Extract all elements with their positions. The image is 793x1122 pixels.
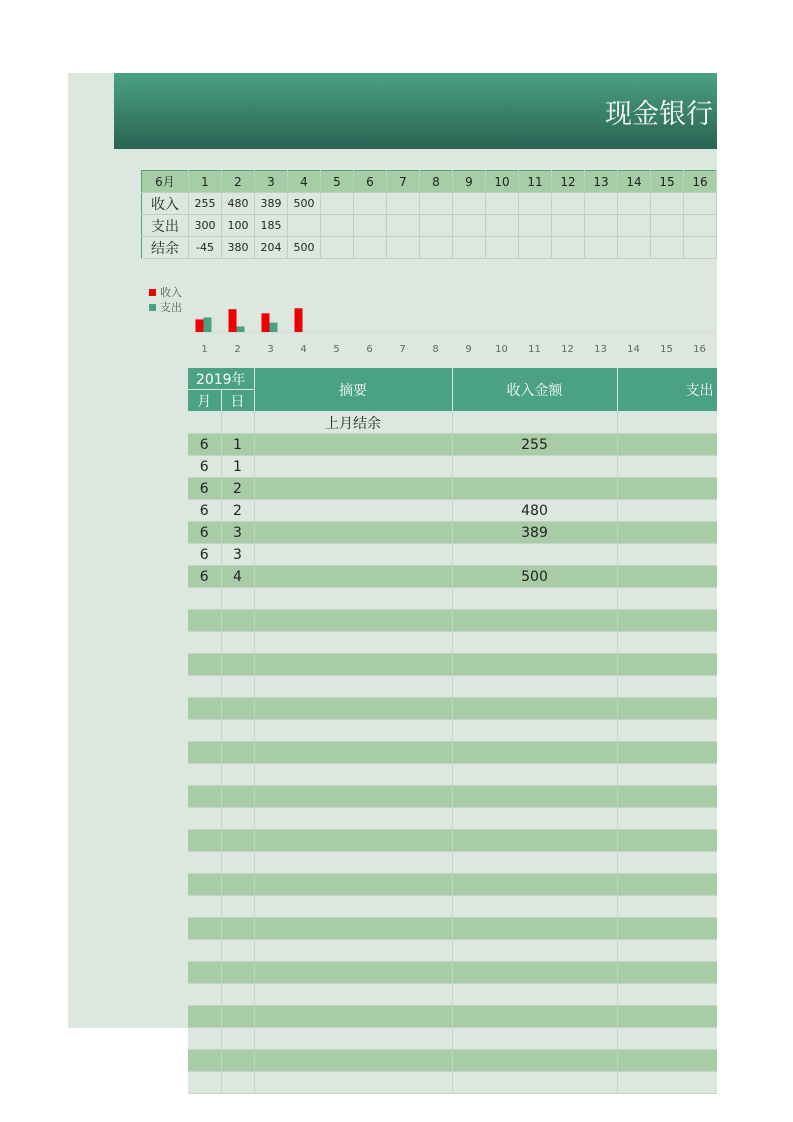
summary-cell[interactable] xyxy=(651,237,684,259)
x-tick-label: 10 xyxy=(495,344,508,355)
ledger-month-cell[interactable] xyxy=(188,962,221,984)
x-tick-label: 1 xyxy=(201,344,208,355)
x-tick-label: 5 xyxy=(333,344,340,355)
ledger-income-cell[interactable] xyxy=(452,1028,617,1050)
bar-income xyxy=(295,308,303,332)
ledger-summary-cell[interactable] xyxy=(254,676,452,698)
summary-day-header: 14 xyxy=(618,171,651,193)
bar-income xyxy=(262,313,270,332)
ledger-month-cell[interactable] xyxy=(188,588,221,610)
summary-day-header: 5 xyxy=(321,171,354,193)
ledger-income-cell[interactable] xyxy=(452,940,617,962)
ledger-day-cell[interactable] xyxy=(221,808,254,830)
month-column-header: 月 xyxy=(188,390,221,412)
summary-cell[interactable] xyxy=(486,215,519,237)
ledger-row xyxy=(188,962,782,984)
summary-cell[interactable] xyxy=(618,193,651,215)
legend-label: 支出 xyxy=(160,301,182,314)
summary-cell[interactable] xyxy=(387,237,420,259)
x-tick-label: 6 xyxy=(366,344,373,355)
x-tick-label: 8 xyxy=(432,344,439,355)
ledger-day-cell[interactable] xyxy=(221,830,254,852)
ledger-month-cell[interactable] xyxy=(188,632,221,654)
ledger-row xyxy=(188,830,782,852)
ledger-row xyxy=(188,654,782,676)
ledger-row xyxy=(188,478,782,500)
ledger-day-cell[interactable] xyxy=(221,786,254,808)
year-header: 2019年 xyxy=(188,368,254,390)
ledger-day-cell[interactable]: 3 xyxy=(221,522,254,544)
ledger-row xyxy=(188,456,782,478)
ledger-row xyxy=(188,1072,782,1094)
ledger-row xyxy=(188,764,782,786)
ledger-day-cell[interactable]: 4 xyxy=(221,566,254,588)
x-tick-label: 13 xyxy=(594,344,607,355)
ledger-month-cell[interactable]: 6 xyxy=(188,456,221,478)
ledger-row xyxy=(188,566,782,588)
ledger-income-cell[interactable] xyxy=(452,632,617,654)
ledger-table xyxy=(188,368,783,1094)
ledger-income-cell[interactable] xyxy=(452,478,617,500)
summary-cell[interactable] xyxy=(585,215,618,237)
summary-cell[interactable] xyxy=(651,215,684,237)
summary-cell[interactable] xyxy=(519,215,552,237)
ledger-income-cell[interactable] xyxy=(452,1072,617,1094)
ledger-month-cell[interactable] xyxy=(188,742,221,764)
ledger-income-cell[interactable]: 389 xyxy=(452,522,617,544)
summary-day-header: 13 xyxy=(585,171,618,193)
summary-day-header: 3 xyxy=(255,171,288,193)
ledger-day-cell[interactable] xyxy=(221,654,254,676)
summary-day-header: 2 xyxy=(222,171,255,193)
ledger-day-cell[interactable] xyxy=(221,1050,254,1072)
ledger-day-cell[interactable] xyxy=(221,676,254,698)
summary-cell[interactable] xyxy=(552,215,585,237)
ledger-day-cell[interactable] xyxy=(221,632,254,654)
ledger-day-cell[interactable]: 2 xyxy=(221,500,254,522)
summary-cell[interactable]: 480 xyxy=(222,193,255,215)
ledger-income-cell[interactable] xyxy=(452,896,617,918)
ledger-summary-cell[interactable] xyxy=(254,566,452,588)
bar-income xyxy=(196,319,204,332)
summary-cell[interactable] xyxy=(321,215,354,237)
ledger-month-cell[interactable] xyxy=(188,852,221,874)
legend-label: 收入 xyxy=(160,286,182,299)
ledger-month-cell[interactable] xyxy=(188,1028,221,1050)
summary-day-header: 12 xyxy=(552,171,585,193)
summary-cell[interactable] xyxy=(420,237,453,259)
ledger-income-cell[interactable] xyxy=(452,588,617,610)
ledger-month-cell[interactable]: 6 xyxy=(188,522,221,544)
ledger-income-cell[interactable] xyxy=(452,764,617,786)
summary-cell[interactable]: 100 xyxy=(222,215,255,237)
x-tick-label: 12 xyxy=(561,344,574,355)
x-tick-label: 14 xyxy=(627,344,640,355)
summary-cell[interactable] xyxy=(453,193,486,215)
summary-cell[interactable] xyxy=(651,193,684,215)
ledger-income-cell[interactable] xyxy=(452,874,617,896)
summary-cell[interactable]: 380 xyxy=(222,237,255,259)
ledger-row xyxy=(188,874,782,896)
summary-cell[interactable] xyxy=(486,193,519,215)
summary-day-header: 9 xyxy=(453,171,486,193)
legend-swatch xyxy=(149,289,156,296)
ledger-day-cell[interactable]: 1 xyxy=(221,434,254,456)
ledger-month-cell[interactable]: 6 xyxy=(188,544,221,566)
ledger-summary-cell[interactable] xyxy=(254,830,452,852)
ledger-month-cell[interactable] xyxy=(188,940,221,962)
summary-cell[interactable]: 500 xyxy=(288,237,321,259)
ledger-summary-cell[interactable] xyxy=(254,434,452,456)
ledger-summary-cell[interactable] xyxy=(254,1072,452,1094)
summary-cell[interactable] xyxy=(552,237,585,259)
ledger-day-cell[interactable] xyxy=(221,742,254,764)
summary-row-label: 结余 xyxy=(142,237,189,259)
summary-cell[interactable] xyxy=(354,237,387,259)
ledger-summary-cell[interactable] xyxy=(254,522,452,544)
summary-day-header: 11 xyxy=(519,171,552,193)
ledger-row xyxy=(188,1050,782,1072)
income-expense-chart xyxy=(141,282,721,362)
summary-cell[interactable] xyxy=(354,215,387,237)
ledger-month-cell[interactable] xyxy=(188,764,221,786)
ledger-row xyxy=(188,522,782,544)
summary-column-header: 摘要 xyxy=(254,368,452,412)
ledger-income-cell[interactable] xyxy=(452,962,617,984)
ledger-row xyxy=(188,412,782,434)
ledger-day-cell[interactable] xyxy=(221,940,254,962)
ledger-month-cell[interactable] xyxy=(188,1072,221,1094)
ledger-month-cell[interactable] xyxy=(188,654,221,676)
title-banner xyxy=(114,73,717,149)
summary-row xyxy=(142,215,717,237)
x-tick-label: 15 xyxy=(660,344,673,355)
ledger-summary-cell[interactable] xyxy=(254,874,452,896)
summary-cell[interactable] xyxy=(321,193,354,215)
summary-day-header: 1 xyxy=(189,171,222,193)
ledger-income-cell[interactable] xyxy=(452,984,617,1006)
ledger-income-cell[interactable] xyxy=(452,918,617,940)
summary-cell[interactable]: 500 xyxy=(288,193,321,215)
ledger-row xyxy=(188,434,782,456)
ledger-row xyxy=(188,984,782,1006)
ledger-summary-cell[interactable] xyxy=(254,918,452,940)
ledger-month-cell[interactable] xyxy=(188,412,221,434)
ledger-day-cell[interactable] xyxy=(221,1006,254,1028)
summary-day-header: 10 xyxy=(486,171,519,193)
summary-cell[interactable] xyxy=(354,193,387,215)
ledger-row xyxy=(188,918,782,940)
ledger-row xyxy=(188,940,782,962)
ledger-month-cell[interactable] xyxy=(188,896,221,918)
summary-cell[interactable]: 255 xyxy=(189,193,222,215)
ledger-summary-cell[interactable] xyxy=(254,544,452,566)
x-tick-label: 16 xyxy=(693,344,706,355)
ledger-income-cell[interactable] xyxy=(452,1006,617,1028)
ledger-income-cell[interactable]: 255 xyxy=(452,434,617,456)
summary-cell[interactable] xyxy=(618,237,651,259)
ledger-month-cell[interactable] xyxy=(188,720,221,742)
page-margin xyxy=(717,0,793,1122)
summary-row xyxy=(142,237,717,259)
summary-cell[interactable] xyxy=(486,237,519,259)
ledger-day-cell[interactable] xyxy=(221,896,254,918)
ledger-row xyxy=(188,588,782,610)
summary-cell[interactable] xyxy=(684,237,717,259)
ledger-income-cell[interactable] xyxy=(452,544,617,566)
ledger-month-cell[interactable] xyxy=(188,786,221,808)
ledger-income-cell[interactable] xyxy=(452,654,617,676)
ledger-month-cell[interactable] xyxy=(188,918,221,940)
ledger-month-cell[interactable] xyxy=(188,984,221,1006)
ledger-summary-cell[interactable] xyxy=(254,940,452,962)
daily-summary-table xyxy=(141,170,717,259)
ledger-summary-cell[interactable] xyxy=(254,786,452,808)
summary-day-header: 4 xyxy=(288,171,321,193)
ledger-income-cell[interactable] xyxy=(452,742,617,764)
ledger-summary-cell[interactable] xyxy=(254,852,452,874)
ledger-month-cell[interactable] xyxy=(188,1006,221,1028)
ledger-day-cell[interactable] xyxy=(221,720,254,742)
summary-cell[interactable] xyxy=(585,237,618,259)
ledger-summary-cell[interactable] xyxy=(254,610,452,632)
ledger-month-cell[interactable]: 6 xyxy=(188,566,221,588)
summary-cell[interactable] xyxy=(321,237,354,259)
ledger-day-cell[interactable] xyxy=(221,412,254,434)
ledger-row xyxy=(188,676,782,698)
ledger-summary-cell[interactable] xyxy=(254,1006,452,1028)
summary-cell[interactable]: -45 xyxy=(189,237,222,259)
summary-row-label: 支出 xyxy=(142,215,189,237)
x-tick-label: 3 xyxy=(267,344,274,355)
ledger-day-cell[interactable] xyxy=(221,984,254,1006)
ledger-month-cell[interactable]: 6 xyxy=(188,478,221,500)
x-tick-label: 9 xyxy=(465,344,472,355)
summary-cell[interactable] xyxy=(387,215,420,237)
ledger-day-cell[interactable] xyxy=(221,918,254,940)
ledger-row xyxy=(188,1028,782,1050)
x-tick-label: 4 xyxy=(300,344,307,355)
ledger-summary-cell[interactable] xyxy=(254,1028,452,1050)
ledger-summary-cell[interactable] xyxy=(254,764,452,786)
ledger-summary-cell[interactable] xyxy=(254,1050,452,1072)
ledger-income-cell[interactable]: 500 xyxy=(452,566,617,588)
ledger-day-cell[interactable] xyxy=(221,962,254,984)
ledger-row xyxy=(188,896,782,918)
ledger-month-cell[interactable] xyxy=(188,610,221,632)
summary-day-header: 6 xyxy=(354,171,387,193)
ledger-month-cell[interactable]: 6 xyxy=(188,500,221,522)
summary-cell[interactable] xyxy=(585,193,618,215)
bar-income xyxy=(229,309,237,332)
ledger-month-cell[interactable]: 6 xyxy=(188,434,221,456)
ledger-summary-cell[interactable] xyxy=(254,632,452,654)
ledger-row xyxy=(188,632,782,654)
summary-day-header: 7 xyxy=(387,171,420,193)
ledger-income-cell[interactable] xyxy=(452,676,617,698)
ledger-row xyxy=(188,610,782,632)
summary-cell[interactable] xyxy=(618,215,651,237)
summary-row xyxy=(142,193,717,215)
ledger-row xyxy=(188,852,782,874)
ledger-month-cell[interactable] xyxy=(188,698,221,720)
ledger-day-cell[interactable]: 1 xyxy=(221,456,254,478)
ledger-income-cell[interactable] xyxy=(452,610,617,632)
ledger-day-cell[interactable] xyxy=(221,764,254,786)
ledger-income-cell[interactable] xyxy=(452,808,617,830)
ledger-day-cell[interactable] xyxy=(221,852,254,874)
ledger-income-cell[interactable] xyxy=(452,698,617,720)
ledger-income-cell[interactable] xyxy=(452,1050,617,1072)
summary-cell[interactable] xyxy=(684,215,717,237)
ledger-income-cell[interactable] xyxy=(452,830,617,852)
ledger-row xyxy=(188,698,782,720)
ledger-day-cell[interactable] xyxy=(221,698,254,720)
ledger-income-cell[interactable] xyxy=(452,720,617,742)
ledger-summary-cell[interactable] xyxy=(254,742,452,764)
ledger-income-cell[interactable] xyxy=(452,456,617,478)
summary-cell[interactable] xyxy=(552,193,585,215)
bar-expense xyxy=(270,323,278,332)
ledger-row xyxy=(188,500,782,522)
summary-cell[interactable] xyxy=(453,215,486,237)
bar-expense xyxy=(237,326,245,332)
ledger-row xyxy=(188,544,782,566)
summary-cell[interactable] xyxy=(420,215,453,237)
summary-cell[interactable] xyxy=(453,237,486,259)
summary-cell[interactable]: 185 xyxy=(255,215,288,237)
ledger-summary-cell[interactable] xyxy=(254,456,452,478)
page-title: 现金银行 xyxy=(605,99,713,130)
ledger-income-cell[interactable] xyxy=(452,412,617,434)
ledger-income-cell[interactable] xyxy=(452,786,617,808)
ledger-row xyxy=(188,786,782,808)
ledger-income-cell[interactable] xyxy=(452,852,617,874)
summary-day-header: 8 xyxy=(420,171,453,193)
ledger-day-cell[interactable] xyxy=(221,1028,254,1050)
x-tick-label: 2 xyxy=(234,344,241,355)
ledger-summary-cell[interactable] xyxy=(254,808,452,830)
income-column-header: 收入金额 xyxy=(452,368,617,412)
ledger-month-cell[interactable] xyxy=(188,676,221,698)
ledger-summary-cell[interactable] xyxy=(254,588,452,610)
ledger-row xyxy=(188,1006,782,1028)
ledger-day-cell[interactable] xyxy=(221,1072,254,1094)
ledger-summary-cell[interactable] xyxy=(254,500,452,522)
ledger-month-cell[interactable] xyxy=(188,808,221,830)
ledger-summary-cell[interactable]: 上月结余 xyxy=(254,412,452,434)
ledger-summary-cell[interactable] xyxy=(254,984,452,1006)
summary-day-header: 15 xyxy=(651,171,684,193)
ledger-summary-cell[interactable] xyxy=(254,896,452,918)
ledger-day-cell[interactable] xyxy=(221,874,254,896)
ledger-month-cell[interactable] xyxy=(188,1050,221,1072)
summary-cell[interactable] xyxy=(519,237,552,259)
ledger-day-cell[interactable]: 3 xyxy=(221,544,254,566)
ledger-summary-cell[interactable] xyxy=(254,478,452,500)
ledger-day-cell[interactable] xyxy=(221,610,254,632)
summary-cell[interactable] xyxy=(387,193,420,215)
ledger-summary-cell[interactable] xyxy=(254,962,452,984)
ledger-summary-cell[interactable] xyxy=(254,720,452,742)
expense-column-header-label: 支出 xyxy=(685,382,714,399)
summary-cell[interactable]: 389 xyxy=(255,193,288,215)
bar-expense xyxy=(204,317,212,332)
ledger-row xyxy=(188,720,782,742)
summary-month-label: 6月 xyxy=(142,171,189,193)
summary-cell[interactable] xyxy=(288,215,321,237)
ledger-summary-cell[interactable] xyxy=(254,654,452,676)
summary-cell[interactable]: 300 xyxy=(189,215,222,237)
ledger-row xyxy=(188,808,782,830)
ledger-day-cell[interactable]: 2 xyxy=(221,478,254,500)
summary-cell[interactable]: 204 xyxy=(255,237,288,259)
summary-cell[interactable] xyxy=(519,193,552,215)
ledger-row xyxy=(188,742,782,764)
ledger-day-cell[interactable] xyxy=(221,588,254,610)
summary-day-header: 16 xyxy=(684,171,717,193)
x-tick-label: 11 xyxy=(528,344,541,355)
ledger-month-cell[interactable] xyxy=(188,830,221,852)
ledger-income-cell[interactable]: 480 xyxy=(452,500,617,522)
summary-cell[interactable] xyxy=(420,193,453,215)
legend-swatch xyxy=(149,304,156,311)
ledger-summary-cell[interactable] xyxy=(254,698,452,720)
x-tick-label: 7 xyxy=(399,344,406,355)
day-column-header: 日 xyxy=(221,390,254,412)
summary-cell[interactable] xyxy=(684,193,717,215)
ledger-month-cell[interactable] xyxy=(188,874,221,896)
summary-row-label: 收入 xyxy=(142,193,189,215)
